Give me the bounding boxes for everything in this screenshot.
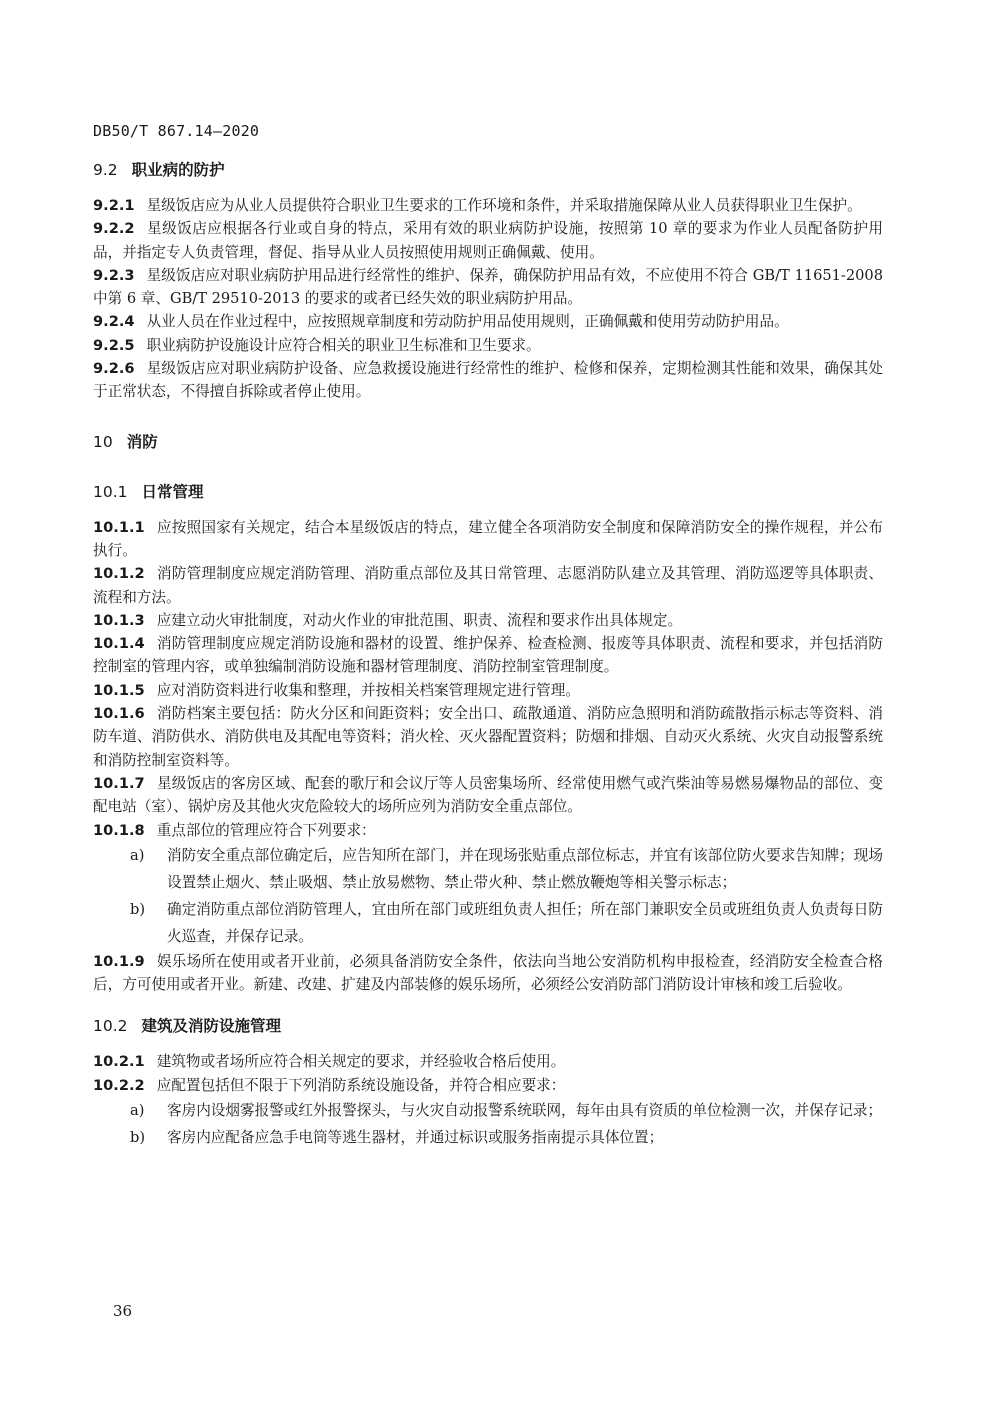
- clause-number: 10.1.1: [93, 518, 145, 536]
- clause-10-1-2: [93, 562, 883, 609]
- clause-number: 9.2.5: [93, 336, 135, 354]
- clause-text: 星级饭店应对职业病防护用品进行经常性的维护、保养，确保防护用品有效，不应使用不符合 GB/T 11651-2008 中第 6 章、GB/T 29510-2013 的要求的或者已经失效的职业病防护用品。: [93, 266, 883, 308]
- clause-text: 应配置包括但不限于下列消防系统设施设备，并符合相应要求：: [156, 1076, 566, 1094]
- section-number: 9.2: [93, 161, 118, 179]
- clause-number: 10.1.2: [93, 565, 145, 583]
- clause-text: 从业人员在作业过程中，应按照规章制度和劳动防护用品使用规则，正确佩戴和使用劳动防护用品。: [146, 313, 789, 331]
- clause-9-2-2: [93, 217, 883, 264]
- section-number: 10.1: [93, 482, 128, 501]
- clause-text: 建筑物或者场所应符合相关规定的要求，并经验收合格后使用。: [156, 1053, 566, 1071]
- clause-10-1-1: [93, 516, 883, 563]
- clause-9-2-5: [93, 334, 883, 357]
- clause-text: 应按照国家有关规定，结合本星级饭店的特点，建立健全各项消防安全制度和保障消防安全的操作规程，并公布执行。: [93, 518, 883, 559]
- clause-9-2-6: [93, 357, 883, 404]
- clause-number: 10.2.2: [93, 1076, 145, 1094]
- clause-text: 星级饭店应为从业人员提供符合职业卫生要求的工作环境和条件，并采取措施保障从业人员获得职业卫生保护。: [146, 197, 862, 214]
- clause-number: 10.2.1: [93, 1053, 145, 1071]
- clause-text: 娱乐场所在使用或者开业前，必须具备消防安全条件，依法向当地公安消防机构申报检查，经消防安全检查合格后，方可使用或者开业。新建、改建、扩建及内部装修的娱乐场所，必须经公安消防部门消防设计审核和竣工后验收。: [93, 952, 883, 994]
- clause-10-1-9: [93, 950, 883, 997]
- list-marker: b): [130, 900, 146, 918]
- list-item-text: 客房内设烟雾报警或红外报警探头，与火灾自动报警系统联网，每年由具有资质的单位检测一次，并保存记录；: [167, 1102, 883, 1120]
- clause-10-1-8: [93, 819, 883, 842]
- clause-10-2-1: [93, 1050, 883, 1073]
- clause-10-1-5: [93, 679, 883, 702]
- list-item-text: 确定消防重点部位消防管理人，宜由所在部门或班组负责人担任；所在部门兼职安全员或班组负责人负责每日防火巡查，并保存记录。: [167, 900, 883, 945]
- clause-10-1-3: [93, 609, 883, 632]
- clause-text: 消防档案主要包括：防火分区和间距资料；安全出口、疏散通道、消防应急照明和消防疏散指示标志等资料、消防车道、消防供水、消防供电及其配电等资料；消火栓、灭火器配置资料；防烟和排烟、自动灭火系统、火灾自动报警系统和消防控制室资料等。: [93, 705, 883, 769]
- clause-10-1-7: [93, 772, 883, 819]
- section-title: 建筑及消防设施管理: [141, 1017, 282, 1036]
- clause-number: 10.1.6: [93, 705, 145, 723]
- clause-9-2-4: [93, 310, 883, 333]
- list-item-a: [93, 1097, 883, 1124]
- section-number: 10.2: [93, 1017, 128, 1036]
- clause-text: 重点部位的管理应符合下列要求：: [156, 821, 376, 839]
- clause-number: 9.2.6: [93, 360, 135, 378]
- document-id: DB50/T 867.14—2020: [93, 122, 260, 140]
- clause-text: 星级饭店的客房区域、配套的歌厅和会议厅等人员密集场所、经常使用燃气或汽柴油等易燃易爆物品的部位、变配电站（室）、锅炉房及其他火灾危险较大的场所应列为消防安全重点部位。: [93, 774, 883, 816]
- clause-number: 9.2.3: [93, 266, 135, 284]
- page-number: 36: [113, 1302, 133, 1320]
- clause-10-1-4: [93, 632, 883, 679]
- section-title: 日常管理: [141, 482, 204, 501]
- clause-number: 10.1.7: [93, 774, 145, 792]
- clause-10-2-2: [93, 1074, 883, 1097]
- clause-text: 职业病防护设施设计应符合相关的职业卫生标准和卫生要求。: [146, 336, 541, 354]
- clause-text: 应建立动火审批制度，对动火作业的审批范围、职责、流程和要求作出具体规定。: [156, 611, 683, 629]
- list-item-a: [93, 842, 883, 896]
- clause-number: 9.2.2: [93, 220, 135, 238]
- clause-9-2-1: [93, 194, 883, 217]
- chapter-heading-10: [93, 430, 883, 454]
- list-marker: b): [130, 1129, 146, 1147]
- clause-text: 星级饭店应根据各行业或自身的特点，采用有效的职业病防护设施，按照第 10 章的要求为作业人员配备防护用品，并指定专人负责管理，督促、指导从业人员按照使用规则正确佩戴、使用。: [93, 220, 883, 261]
- clause-text: 星级饭店应对职业病防护设备、应急救援设施进行经常性的维护、检修和保养，定期检测其性能和效果，确保其处于正常状态，不得擅自拆除或者停止使用。: [93, 360, 883, 401]
- clause-number: 9.2.1: [93, 197, 135, 214]
- list-item-text: 客房内应配备应急手电筒等逃生器材，并通过标识或服务指南提示具体位置；: [167, 1129, 664, 1147]
- page-content: [93, 158, 883, 1151]
- list-item-text: 消防安全重点部位确定后，应告知所在部门，并在现场张贴重点部位标志，并宜有该部位防火要求告知牌；现场设置禁止烟火、禁止吸烟、禁止放易燃物、禁止带火种、禁止燃放鞭炮等相关警示标志；: [167, 846, 883, 891]
- list-marker: a): [130, 1102, 145, 1120]
- section-heading-10-1: [93, 480, 883, 504]
- clause-number: 10.1.8: [93, 821, 145, 839]
- clause-number: 10.1.3: [93, 611, 145, 629]
- section-title: 职业病的防护: [131, 161, 225, 179]
- section-heading-10-2: [93, 1014, 883, 1038]
- clause-10-1-6: [93, 702, 883, 772]
- chapter-number: 10: [93, 432, 113, 451]
- clause-number: 9.2.4: [93, 313, 135, 331]
- clause-number: 10.1.5: [93, 681, 145, 699]
- clause-text: 消防管理制度应规定消防管理、消防重点部位及其日常管理、志愿消防队建立及其管理、消防巡逻等具体职责、流程和方法。: [93, 565, 883, 606]
- clause-number: 10.1.9: [93, 952, 145, 970]
- clause-number: 10.1.4: [93, 635, 145, 653]
- chapter-title: 消防: [126, 432, 158, 451]
- list-item-b: [93, 896, 883, 950]
- list-item-b: [93, 1124, 883, 1151]
- clause-text: 消防管理制度应规定消防设施和器材的设置、维护保养、检查检测、报废等具体职责、流程和要求，并包括消防控制室的管理内容，或单独编制消防设施和器材管理制度、消防控制室管理制度。: [93, 635, 883, 676]
- clause-text: 应对消防资料进行收集和整理，并按相关档案管理规定进行管理。: [156, 681, 580, 699]
- section-heading-9-2: [93, 158, 883, 182]
- list-marker: a): [130, 846, 145, 864]
- clause-9-2-3: [93, 264, 883, 311]
